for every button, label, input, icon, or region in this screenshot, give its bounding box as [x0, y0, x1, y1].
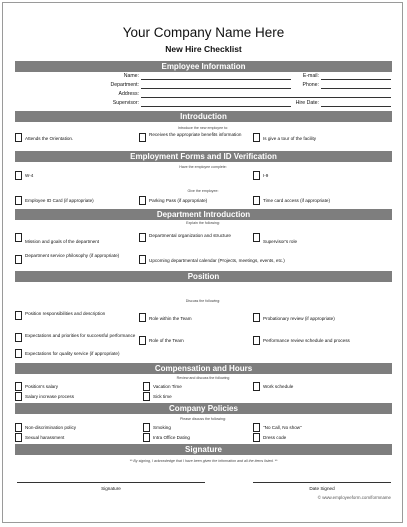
hire-date-field[interactable] [321, 106, 391, 107]
section-introduction: Introduction [15, 111, 392, 122]
parking-pass-checkbox[interactable] [139, 196, 146, 205]
role-of-team-label: Role of the Team [149, 338, 184, 343]
introduction-note: Introduce the new employee to: [177, 126, 229, 130]
sexual-harassment-checkbox[interactable] [15, 433, 22, 442]
role-within-team-label: Role within the Team [149, 316, 192, 321]
responsibilities-checkbox[interactable] [15, 311, 22, 320]
organization-label: Departmental organization and structure [149, 233, 231, 238]
address-label: Address: [118, 91, 139, 97]
name-label: Name: [123, 73, 139, 79]
supervisor-label: Supervisor: [112, 100, 139, 106]
date-signed-line[interactable] [253, 482, 391, 483]
form-title: New Hire Checklist [165, 44, 242, 54]
responsibilities-label: Position responsibilities and description [25, 311, 106, 316]
dress-code-label: Dress code [263, 435, 287, 440]
supervisor-role-checkbox[interactable] [253, 233, 260, 242]
salary-checkbox[interactable] [15, 382, 22, 391]
mission-checkbox[interactable] [15, 233, 22, 242]
philosophy-label: Department service philosophy (if appropriate) [25, 253, 120, 258]
philosophy-checkbox[interactable] [15, 255, 22, 264]
performance-review-label: Performance review schedule and process [263, 338, 350, 343]
vacation-checkbox[interactable] [143, 382, 150, 391]
forms-note-give: Give the employee: [187, 189, 219, 193]
supervisor-field[interactable] [141, 106, 291, 107]
intra-office-dating-label: Intra Office Dating [153, 435, 190, 440]
name-field[interactable] [141, 79, 291, 80]
quality-service-checkbox[interactable] [15, 349, 22, 358]
id-card-label: Employee ID Card (if appropriate) [25, 198, 94, 203]
address-field[interactable] [141, 97, 391, 98]
salary-increase-label: Salary increase process [25, 394, 75, 399]
company-name: Your Company Name Here [122, 25, 285, 40]
section-employment-forms: Employment Forms and ID Verification [15, 151, 392, 162]
supervisor-role-label: Supervisor's role [263, 239, 298, 244]
sexual-harassment-label: Sexual harassment [25, 435, 65, 440]
sick-time-label: Sick time [153, 394, 172, 399]
department-label: Department: [110, 82, 139, 88]
dress-code-checkbox[interactable] [253, 433, 260, 442]
w4-checkbox[interactable] [15, 171, 22, 180]
w4-label: W-4 [25, 173, 34, 178]
intra-office-dating-checkbox[interactable] [143, 433, 150, 442]
i9-checkbox[interactable] [253, 171, 260, 180]
time-card-label: Time card access (if appropriate) [263, 198, 330, 203]
phone-field[interactable] [321, 88, 391, 89]
section-employee-information: Employee Information [15, 61, 392, 72]
signature-label: Signature [101, 486, 121, 491]
probationary-review-checkbox[interactable] [253, 313, 260, 322]
section-signature: Signature [15, 444, 392, 455]
calendar-label: Upcoming departmental calendar (Projects, meetings, events, etc.) [149, 258, 285, 263]
date-signed-label: Date Signed [309, 486, 335, 491]
salary-increase-checkbox[interactable] [15, 392, 22, 401]
expectations-label: Expectations and priorities for successful performance [25, 333, 136, 338]
probationary-review-label: Probationary review (if appropriate) [263, 316, 335, 321]
email-label: E-mail: [302, 73, 319, 79]
policies-note: Please discuss the following: [180, 417, 226, 421]
section-company-policies: Company Policies [15, 403, 392, 414]
tour-label: Is give a tour of the facility [263, 136, 317, 141]
department-field[interactable] [141, 88, 291, 89]
signature-line[interactable] [17, 482, 205, 483]
compensation-note: Review and discuss the following [176, 376, 230, 380]
organization-checkbox[interactable] [139, 233, 146, 242]
position-note: Discuss the following: [185, 299, 221, 303]
time-card-checkbox[interactable] [253, 196, 260, 205]
mission-label: Mission and goals of the department [25, 239, 100, 244]
sick-time-checkbox[interactable] [143, 392, 150, 401]
salary-label: Position's salary [25, 384, 59, 389]
parking-pass-label: Parking Pass (if appropriate) [149, 198, 208, 203]
checklist-form [2, 2, 403, 523]
non-discrimination-checkbox[interactable] [15, 423, 22, 432]
calendar-checkbox[interactable] [139, 255, 146, 264]
section-compensation: Compensation and Hours [15, 363, 392, 374]
orientation-label: Attends the Orientation. [25, 136, 74, 141]
tour-checkbox[interactable] [253, 133, 260, 142]
id-card-checkbox[interactable] [15, 196, 22, 205]
i9-label: I-9 [263, 173, 269, 178]
smoking-label: Smoking [153, 425, 171, 430]
orientation-checkbox[interactable] [15, 133, 22, 142]
expectations-checkbox[interactable] [15, 333, 22, 342]
role-of-team-checkbox[interactable] [139, 336, 146, 345]
work-schedule-label: Work schedule [263, 384, 294, 389]
forms-note-complete: Have the employee complete: [179, 165, 227, 169]
performance-review-checkbox[interactable] [253, 336, 260, 345]
benefits-label: Receives the appropriate benefits information [149, 132, 242, 137]
department-note: Explain the following: [186, 221, 220, 225]
work-schedule-checkbox[interactable] [253, 382, 260, 391]
quality-service-label: Expectations for quality service (if appropriate) [25, 351, 120, 356]
non-discrimination-label: Non-discrimination policy [25, 425, 77, 430]
benefits-checkbox[interactable] [139, 133, 146, 142]
role-within-team-checkbox[interactable] [139, 313, 146, 322]
footer-copyright: © www.employeeform.com/formname [317, 495, 391, 500]
phone-label: Phone: [302, 82, 319, 88]
vacation-label: Vacation Time [153, 384, 182, 389]
section-department-introduction: Department Introduction [15, 209, 392, 220]
smoking-checkbox[interactable] [143, 423, 150, 432]
section-position: Position [15, 271, 392, 282]
no-call-no-show-label: "No Call, No show" [263, 425, 302, 430]
hire-date-label: Hire Date: [295, 100, 319, 106]
acknowledgement-statement: ** By signing, I acknowledge that I have been given the information and all the items listed. ** [129, 459, 278, 463]
no-call-no-show-checkbox[interactable] [253, 423, 260, 432]
email-field[interactable] [321, 79, 391, 80]
